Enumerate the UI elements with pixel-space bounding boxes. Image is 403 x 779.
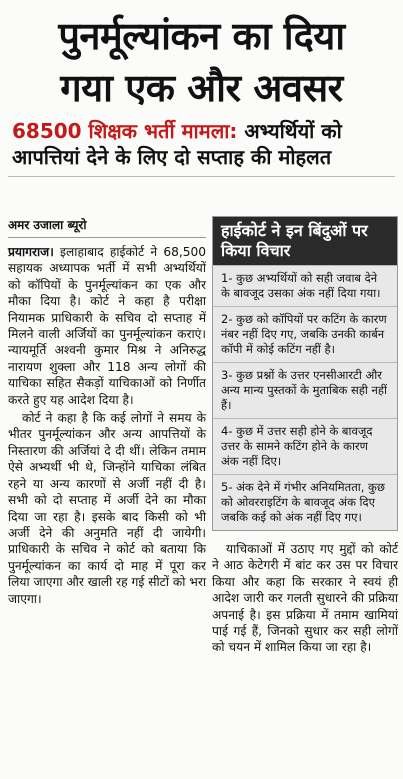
article-paragraph-3: याचिकाओं में उठाए गए मुद्दों को कोर्ट ने आठ केटेगरी में बांट कर उस पर विचार किया और कहा कि सरकार ने स्वयं ही आदेश जारी कर गलती सुधारने की प्रक्रिया अपनाई है। इस प्रक्रिया में तमाम खामियां पाई गई हैं, जिनको सुधार कर सही लोगों को चयन में शामिल किया जा रहा है।: [212, 542, 398, 655]
headline: [0, 0, 403, 114]
headline-line-2: गया एक और अवसर: [60, 66, 343, 110]
article-right-column: [212, 216, 398, 668]
sidebar-point: 4- कुछ में उत्तर सही होने के बावजूद उत्तर के सामने कटिंग होने के कारण अंक नहीं दिए।: [213, 418, 397, 474]
article-paragraph-2: कोर्ट ने कहा है कि कई लोगों ने समय के भीतर पुनर्मूल्यांकन और अन्य आपत्तियों के निस्तारण की अर्जियां दे दी थीं। लेकिन तमाम ऐसे अभ्यर्थी भी थे, जिन्होंने याचिका लंबित रहने या अन्य कारणों से अर्जी नहीं दी है। सभी को दो सप्ताह में अर्जी देने का मौका दिया जा रहा है। इसके बाद किसी को भी अर्जी देने की अनुमति नहीं दी जायेगी। प्राधिकारी के सचिव ने कोर्ट को बताया कि पुनर्मूल्यांकन का कार्य दो माह में पूरा कर लिया जाएगा और खाली रह गई सीटों को भरा जाएगा।: [8, 411, 206, 606]
article-left-column: [8, 216, 206, 607]
sidebar-point: 5- अंक देने में गंभीर अनियमितता, कुछ को ओवरराइटिंग के बावजूद अंक दिए जबकि कई को अंक नहीं दिए गए।: [213, 474, 397, 530]
sidebar-point: 1- कुछ अभ्यर्थियों को सही जवाब देने के बावजूद उसका अंक नहीं दिया गया।: [213, 265, 397, 306]
sidebar-box: [212, 216, 398, 531]
subheadline-kicker: 68500 शिक्षक भर्ती मामला:: [12, 119, 238, 143]
divider: [8, 176, 395, 177]
subheadline: [12, 118, 393, 170]
dateline: प्रयागराज।: [8, 245, 54, 259]
article-paragraph-1-text: इलाहाबाद हाईकोर्ट ने 68,500 सहायक अध्यापक भर्ती में सभी अभ्यर्थियों को कॉपियों के पुनर्मूल्यांकन का एक और मौका दिया है। कोर्ट ने कहा है परीक्षा नियामक प्राधिकारी के सचिव दो सप्ताह में मिलने वाली अर्जियों का पुनर्मूल्यांकन कराएं। न्यायमूर्ति अश्वनी कुमार मिश्र ने अनिरुद्ध नारायण शुक्ला और 118 अन्य लोगों की याचिका सहित सैकड़ों याचिकाओं को निर्णीत करते हुए यह आदेश दिया है।: [8, 245, 206, 407]
headline-line-1: पुनर्मूल्यांकन का दिया: [58, 14, 345, 58]
subheadline-text: अभ्यर्थियों को आपत्तियां देने के लिए दो सप्ताह की मोहलत: [12, 119, 342, 169]
sidebar-title: हाईकोर्ट ने इन बिंदुओं पर किया विचार: [213, 217, 397, 265]
byline: अमर उजाला ब्यूरो: [8, 216, 206, 238]
sidebar-point: 3- कुछ प्रश्नों के उत्तर एनसीआरटी और अन्य मान्य पुस्तकों के मुताबिक सही नहीं हैं।: [213, 362, 397, 418]
article-paragraph-1: [8, 244, 206, 408]
sidebar-point: 2- कुछ को कॉपियों पर कटिंग के कारण नंबर नहीं दिए गए, जबकि उनकी कार्बन कॉपी में कोई कटिंग नहीं है।: [213, 306, 397, 362]
